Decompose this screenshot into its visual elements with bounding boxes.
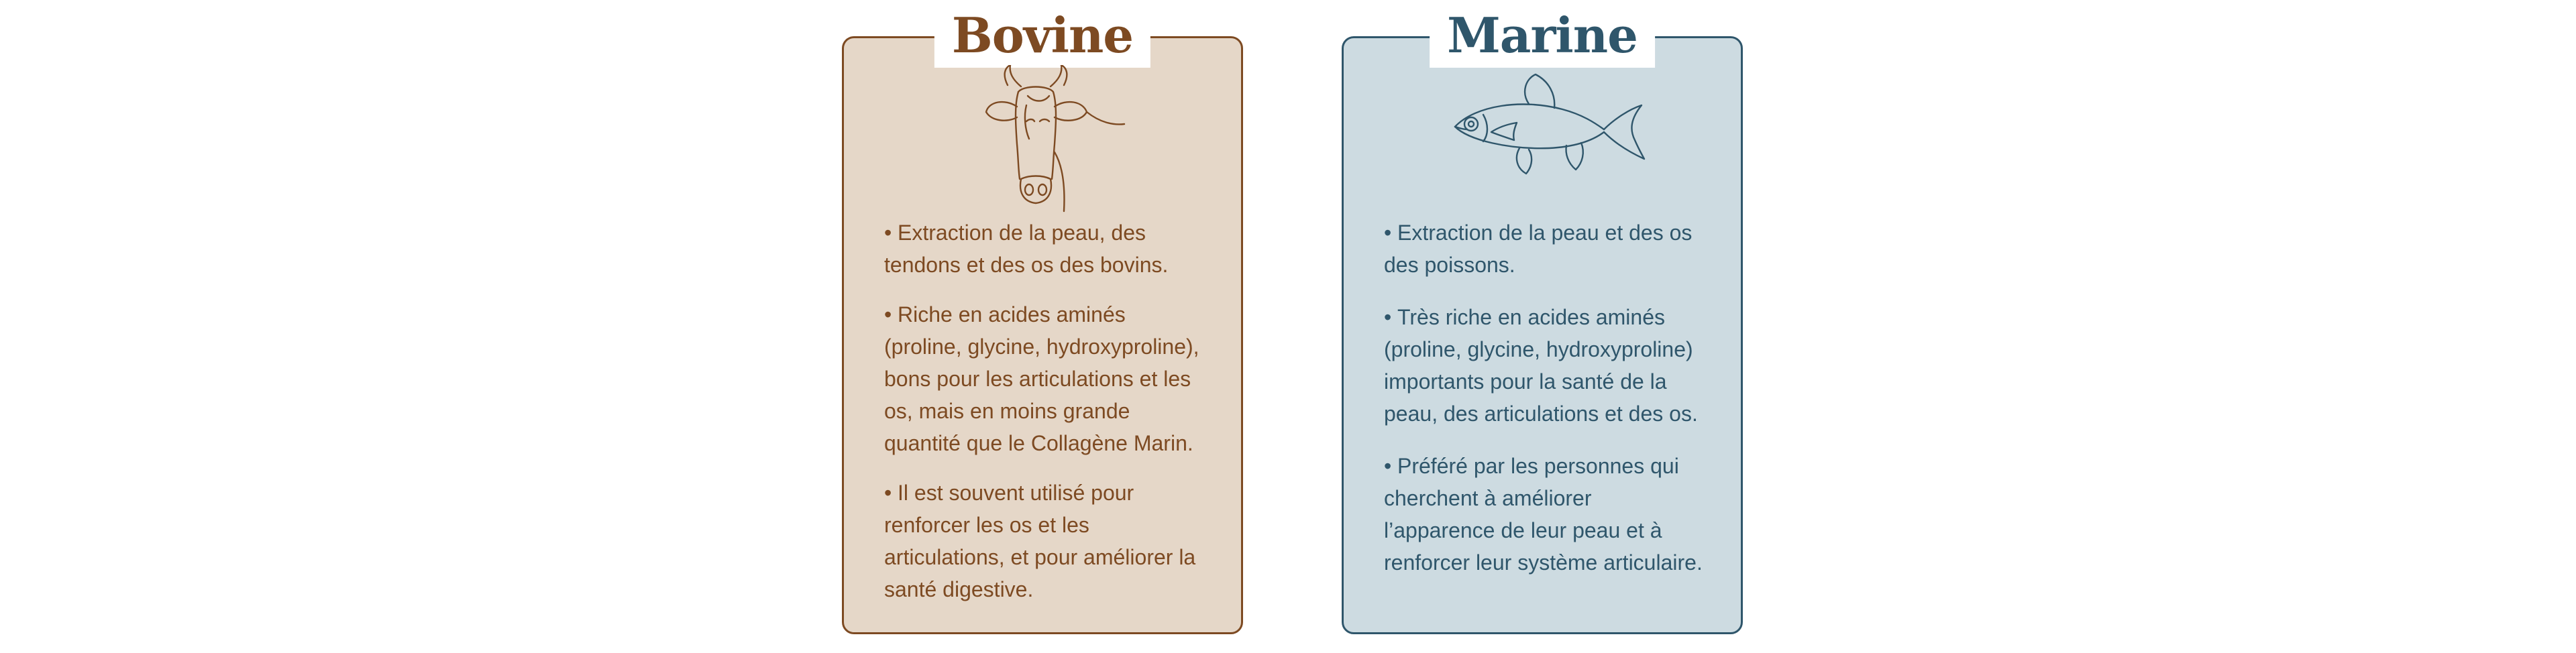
bullet-dot: • (1384, 221, 1392, 245)
marine-card (1342, 7, 1743, 634)
bullet-text: Riche en acides aminés (proline, glycine, hydroxyproline), bons pour les articulations et les os, mais en moins grande quantité que le Collagène Marin. (884, 302, 1199, 455)
bullet-dot: • (1384, 305, 1392, 329)
list-item (1384, 450, 1706, 579)
bullet-text: Extraction de la peau et des os des poissons. (1384, 221, 1693, 277)
bullet-dot: • (884, 481, 892, 505)
bullet-text: Il est souvent utilisé pour renforcer les os et les articulations, et pour améliorer la santé digestive. (884, 481, 1196, 601)
list-item (1384, 301, 1706, 430)
list-item (884, 477, 1206, 605)
marine-bullet-list (1384, 217, 1706, 599)
bovine-card (842, 7, 1243, 634)
list-item (1384, 217, 1706, 281)
bullet-dot: • (1384, 454, 1392, 478)
bullet-text: Préféré par les personnes qui cherchent à améliorer l’apparence de leur peau et à renforcer leur système articulaire. (1384, 454, 1703, 575)
cow-line-icon (844, 65, 1241, 213)
list-item (884, 217, 1206, 281)
bullet-dot: • (884, 302, 892, 326)
marine-title: Marine (1430, 3, 1655, 68)
bullet-dot: • (884, 221, 892, 245)
list-item (884, 298, 1206, 459)
fish-line-icon (1344, 65, 1741, 213)
bullet-text: Très riche en acides aminés (proline, glycine, hydroxyproline) importants pour la santé de la peau, des articulations et des os. (1384, 305, 1698, 426)
bovine-title: Bovine (934, 3, 1150, 68)
bullet-text: Extraction de la peau, des tendons et des os des bovins. (884, 221, 1169, 277)
bovine-bullet-list (884, 217, 1206, 623)
